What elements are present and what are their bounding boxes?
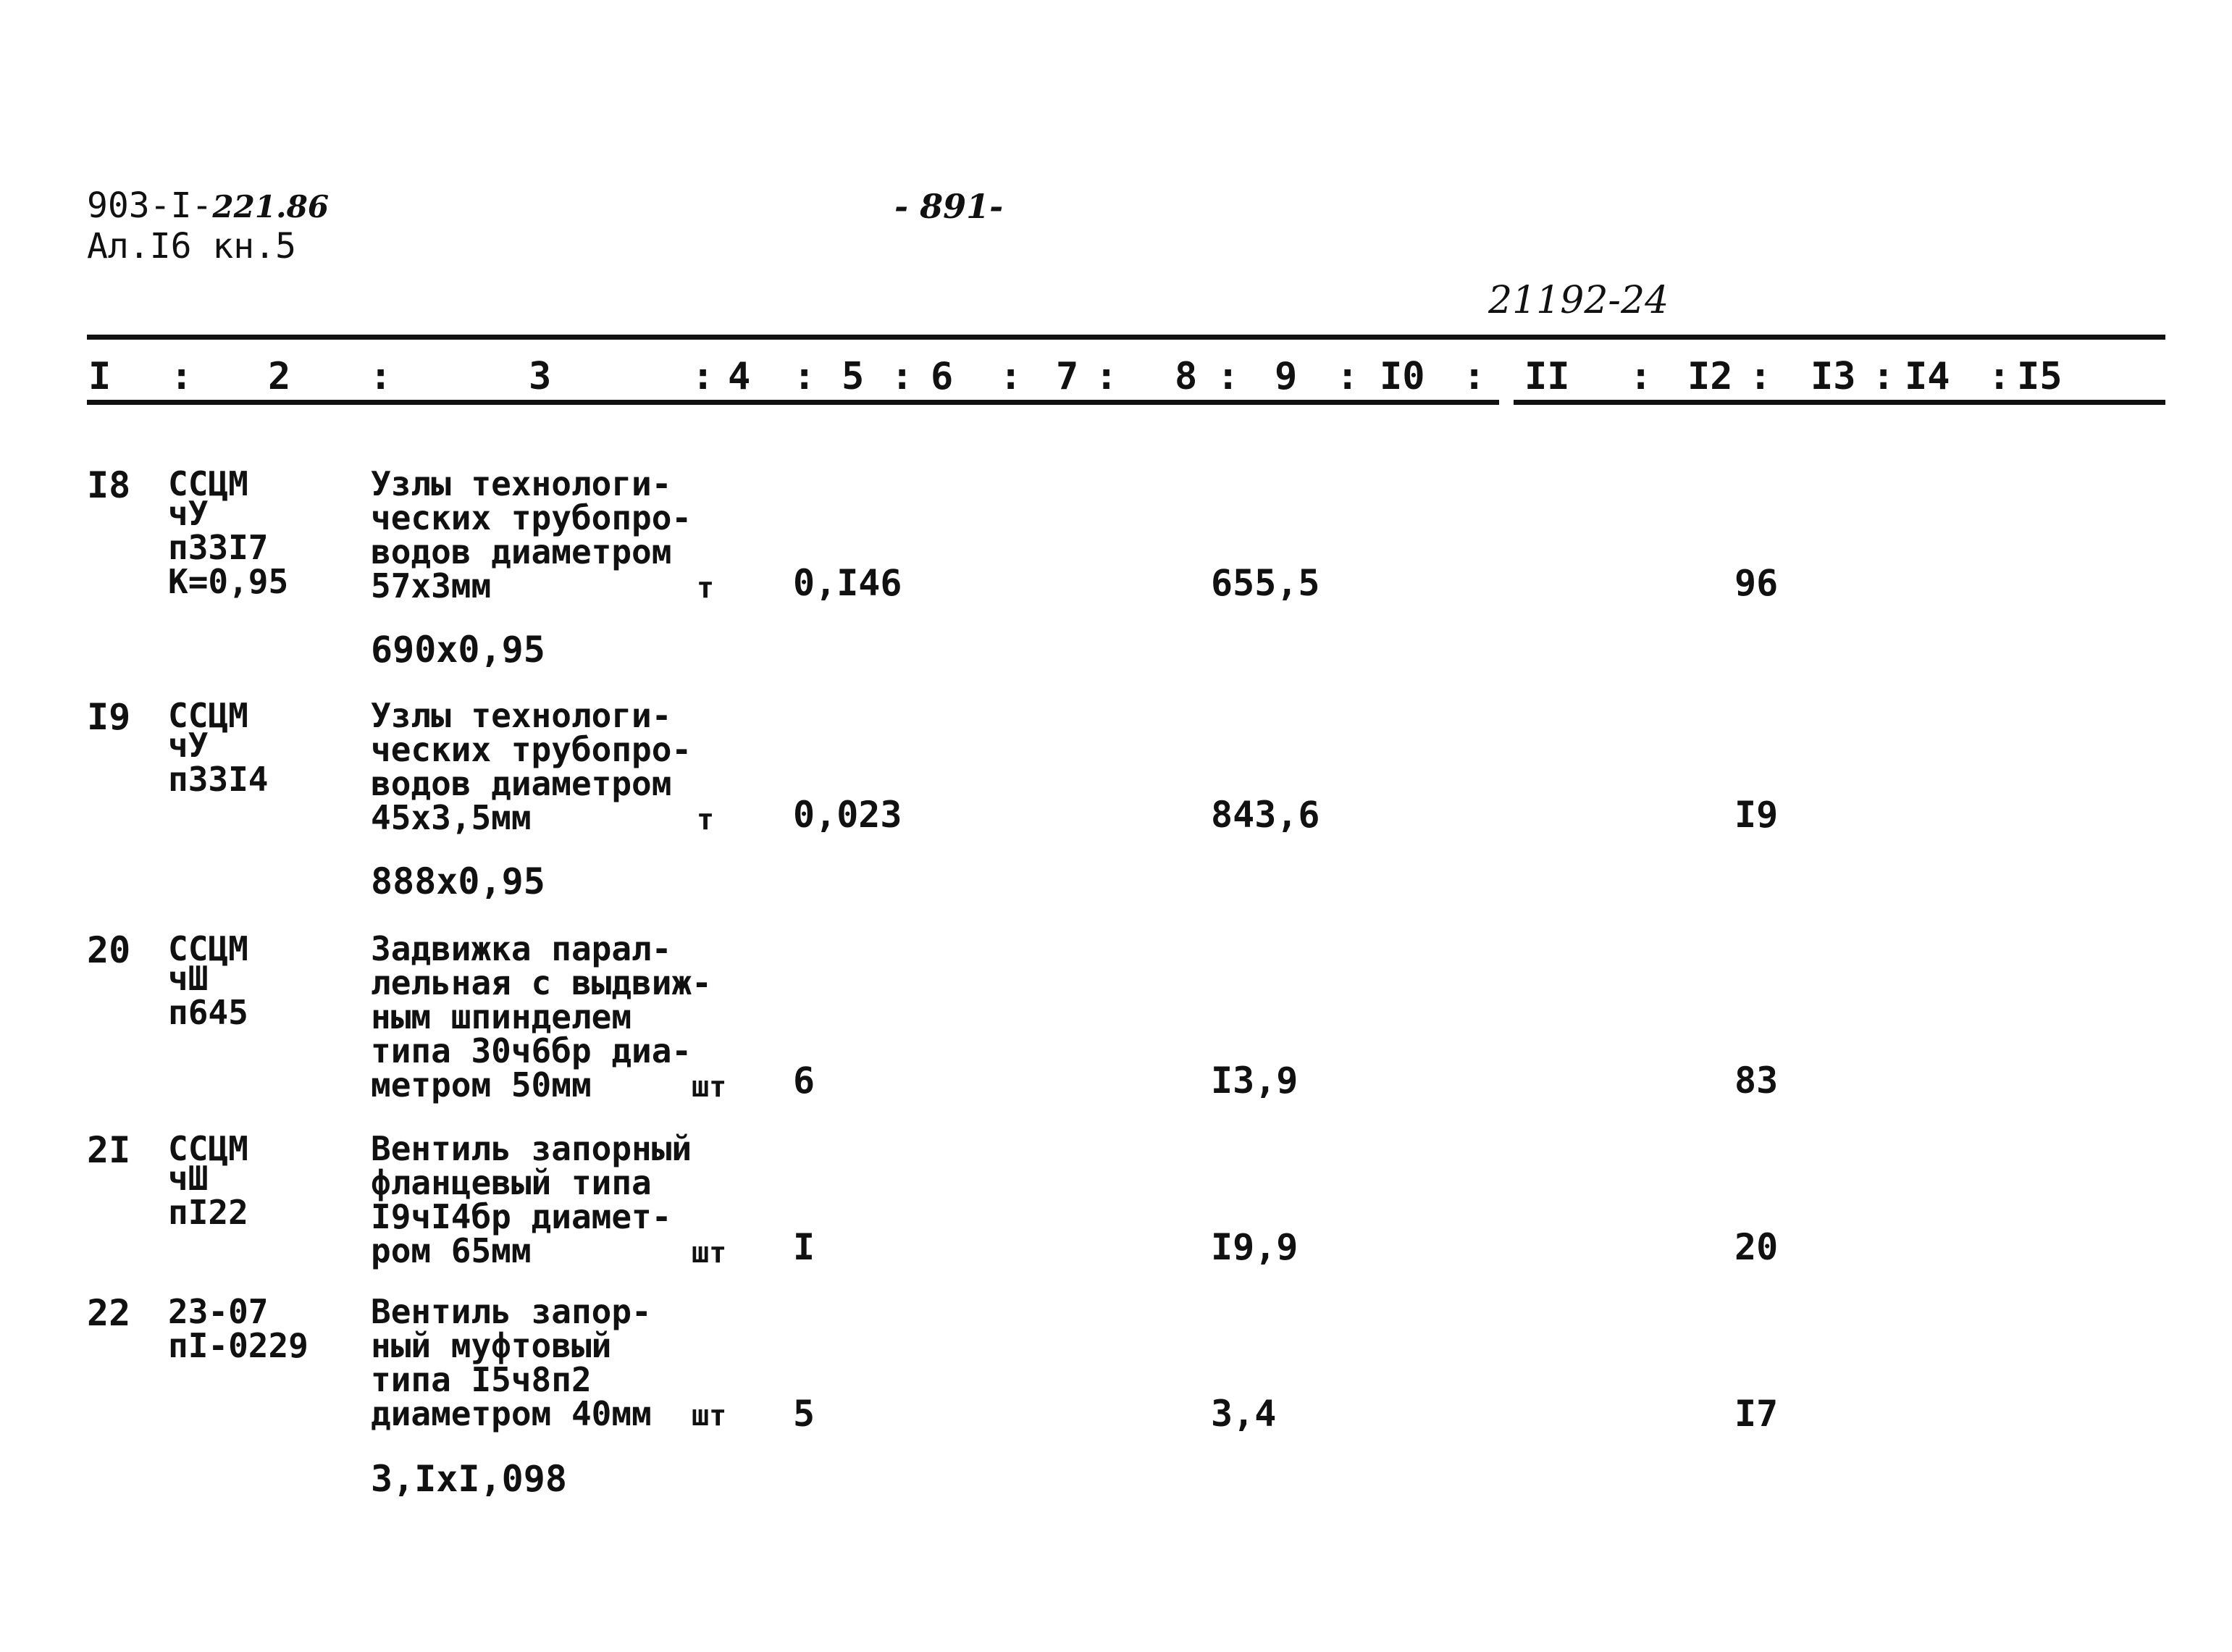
- row-description-line: фланцевый типа: [371, 1163, 652, 1202]
- row-price: I3,9: [1211, 1060, 1298, 1102]
- row-description-line: Узлы технологи-: [371, 696, 672, 735]
- row-number: 20: [87, 929, 131, 971]
- row-code-line: К=0,95: [168, 562, 289, 601]
- document-code-handwritten: 221.86: [212, 189, 330, 225]
- row-calculation: 888х0,95: [371, 860, 545, 902]
- row-code-line: п33I7: [168, 528, 269, 567]
- row-description-line: водов диаметром: [371, 532, 672, 571]
- row-code-line: чШ: [168, 1159, 209, 1198]
- col-sep: :: [170, 355, 193, 398]
- row-code-line: ССЦМ: [168, 464, 248, 503]
- row-number: I9: [87, 696, 131, 738]
- row-description-line: 45х3,5мм: [371, 798, 532, 837]
- row-quantity: 6: [793, 1060, 815, 1102]
- row-quantity: 0,I46: [793, 562, 902, 604]
- row-code-line: 23-07: [168, 1292, 269, 1331]
- row-description-line: лельная с выдвиж-: [371, 963, 712, 1002]
- col-14: I4: [1905, 355, 1950, 398]
- col-sep: :: [891, 355, 914, 398]
- document-code: [87, 187, 329, 226]
- col-1: I: [88, 355, 112, 398]
- col-12: I2: [1687, 355, 1733, 398]
- row-unit: шт: [692, 1070, 727, 1104]
- row-unit: шт: [692, 1399, 727, 1433]
- row-quantity: 0,023: [793, 794, 902, 836]
- row-quantity: 5: [793, 1393, 815, 1435]
- col-sep: :: [1336, 355, 1359, 398]
- col-sep: :: [793, 355, 816, 398]
- row-description-line: типа 30ч6бр диа-: [371, 1031, 692, 1070]
- row-code-line: ССЦМ: [168, 1129, 248, 1168]
- row-price: 655,5: [1211, 562, 1320, 604]
- row-total: 20: [1734, 1226, 1779, 1268]
- row-description-line: ческих трубопро-: [371, 498, 692, 537]
- row-code-line: п33I4: [168, 760, 269, 799]
- col-2: 2: [268, 355, 291, 398]
- col-13: I3: [1811, 355, 1856, 398]
- col-5: 5: [842, 355, 865, 398]
- row-total: 83: [1734, 1060, 1779, 1102]
- row-description-line: типа I5ч8п2: [371, 1360, 592, 1399]
- row-description-line: I9чI4бр диамет-: [371, 1197, 672, 1236]
- row-description-line: ром 65мм: [371, 1231, 532, 1270]
- col-sep: :: [1629, 355, 1653, 398]
- col-6: 6: [931, 355, 954, 398]
- row-code-line: п645: [168, 993, 248, 1032]
- row-number: 2I: [87, 1129, 131, 1171]
- col-sep: :: [1749, 355, 1772, 398]
- page-number: - 891-: [894, 187, 1004, 226]
- row-code-line: ССЦМ: [168, 929, 248, 968]
- row-description-line: ный муфтовый: [371, 1326, 612, 1365]
- col-8: 8: [1175, 355, 1198, 398]
- row-description-line: ным шпинделем: [371, 997, 632, 1036]
- col-sep: :: [1463, 355, 1486, 398]
- row-description-line: 57х3мм: [371, 566, 492, 605]
- row-description-line: диаметром 40мм: [371, 1394, 652, 1433]
- col-sep: :: [1872, 355, 1895, 398]
- row-total: I9: [1734, 794, 1779, 836]
- row-code-line: чУ: [168, 726, 209, 765]
- col-4: 4: [728, 355, 751, 398]
- album-label: Ал.I6 кн.5: [87, 226, 296, 267]
- row-code-line: чШ: [168, 959, 209, 998]
- row-calculation: 690х0,95: [371, 629, 545, 671]
- col-15: I5: [2017, 355, 2063, 398]
- row-number: 22: [87, 1292, 131, 1334]
- col-3: 3: [529, 355, 552, 398]
- row-calculation: 3,IхI,098: [371, 1458, 567, 1500]
- row-description-line: Вентиль запор-: [371, 1292, 652, 1331]
- col-sep: :: [1217, 355, 1240, 398]
- col-11: II: [1524, 355, 1570, 398]
- col-sep: :: [369, 355, 393, 398]
- sheet-reference: 21192-24: [1488, 279, 1669, 322]
- row-unit: т: [697, 571, 715, 605]
- row-description-line: водов диаметром: [371, 764, 672, 803]
- row-price: 843,6: [1211, 794, 1320, 836]
- row-code-line: пI22: [168, 1193, 248, 1232]
- row-code-line: пI-0229: [168, 1326, 309, 1365]
- row-code-line: чУ: [168, 494, 209, 533]
- col-sep: :: [1988, 355, 2011, 398]
- row-description-line: Задвижка парал-: [371, 929, 672, 968]
- col-10: I0: [1380, 355, 1425, 398]
- document-code-prefix: 903-I-: [87, 185, 213, 226]
- row-total: I7: [1734, 1393, 1779, 1435]
- table-header-rule-left: [87, 400, 1499, 405]
- row-price: 3,4: [1211, 1393, 1277, 1435]
- col-sep: :: [692, 355, 715, 398]
- table-top-rule: [87, 335, 2165, 340]
- col-sep: :: [1095, 355, 1118, 398]
- row-number: I8: [87, 464, 131, 506]
- row-description-line: метром 50мм: [371, 1065, 592, 1104]
- row-description-line: ческих трубопро-: [371, 730, 692, 769]
- row-unit: шт: [692, 1236, 727, 1270]
- row-code-line: ССЦМ: [168, 696, 248, 735]
- row-description-line: Узлы технологи-: [371, 464, 672, 503]
- col-7: 7: [1056, 355, 1079, 398]
- row-description-line: Вентиль запорный: [371, 1129, 692, 1168]
- row-price: I9,9: [1211, 1226, 1298, 1268]
- row-unit: т: [697, 803, 715, 837]
- row-quantity: I: [793, 1226, 815, 1268]
- col-sep: :: [999, 355, 1023, 398]
- row-total: 96: [1734, 562, 1779, 604]
- table-header-rule-right: [1514, 400, 2165, 405]
- col-9: 9: [1275, 355, 1298, 398]
